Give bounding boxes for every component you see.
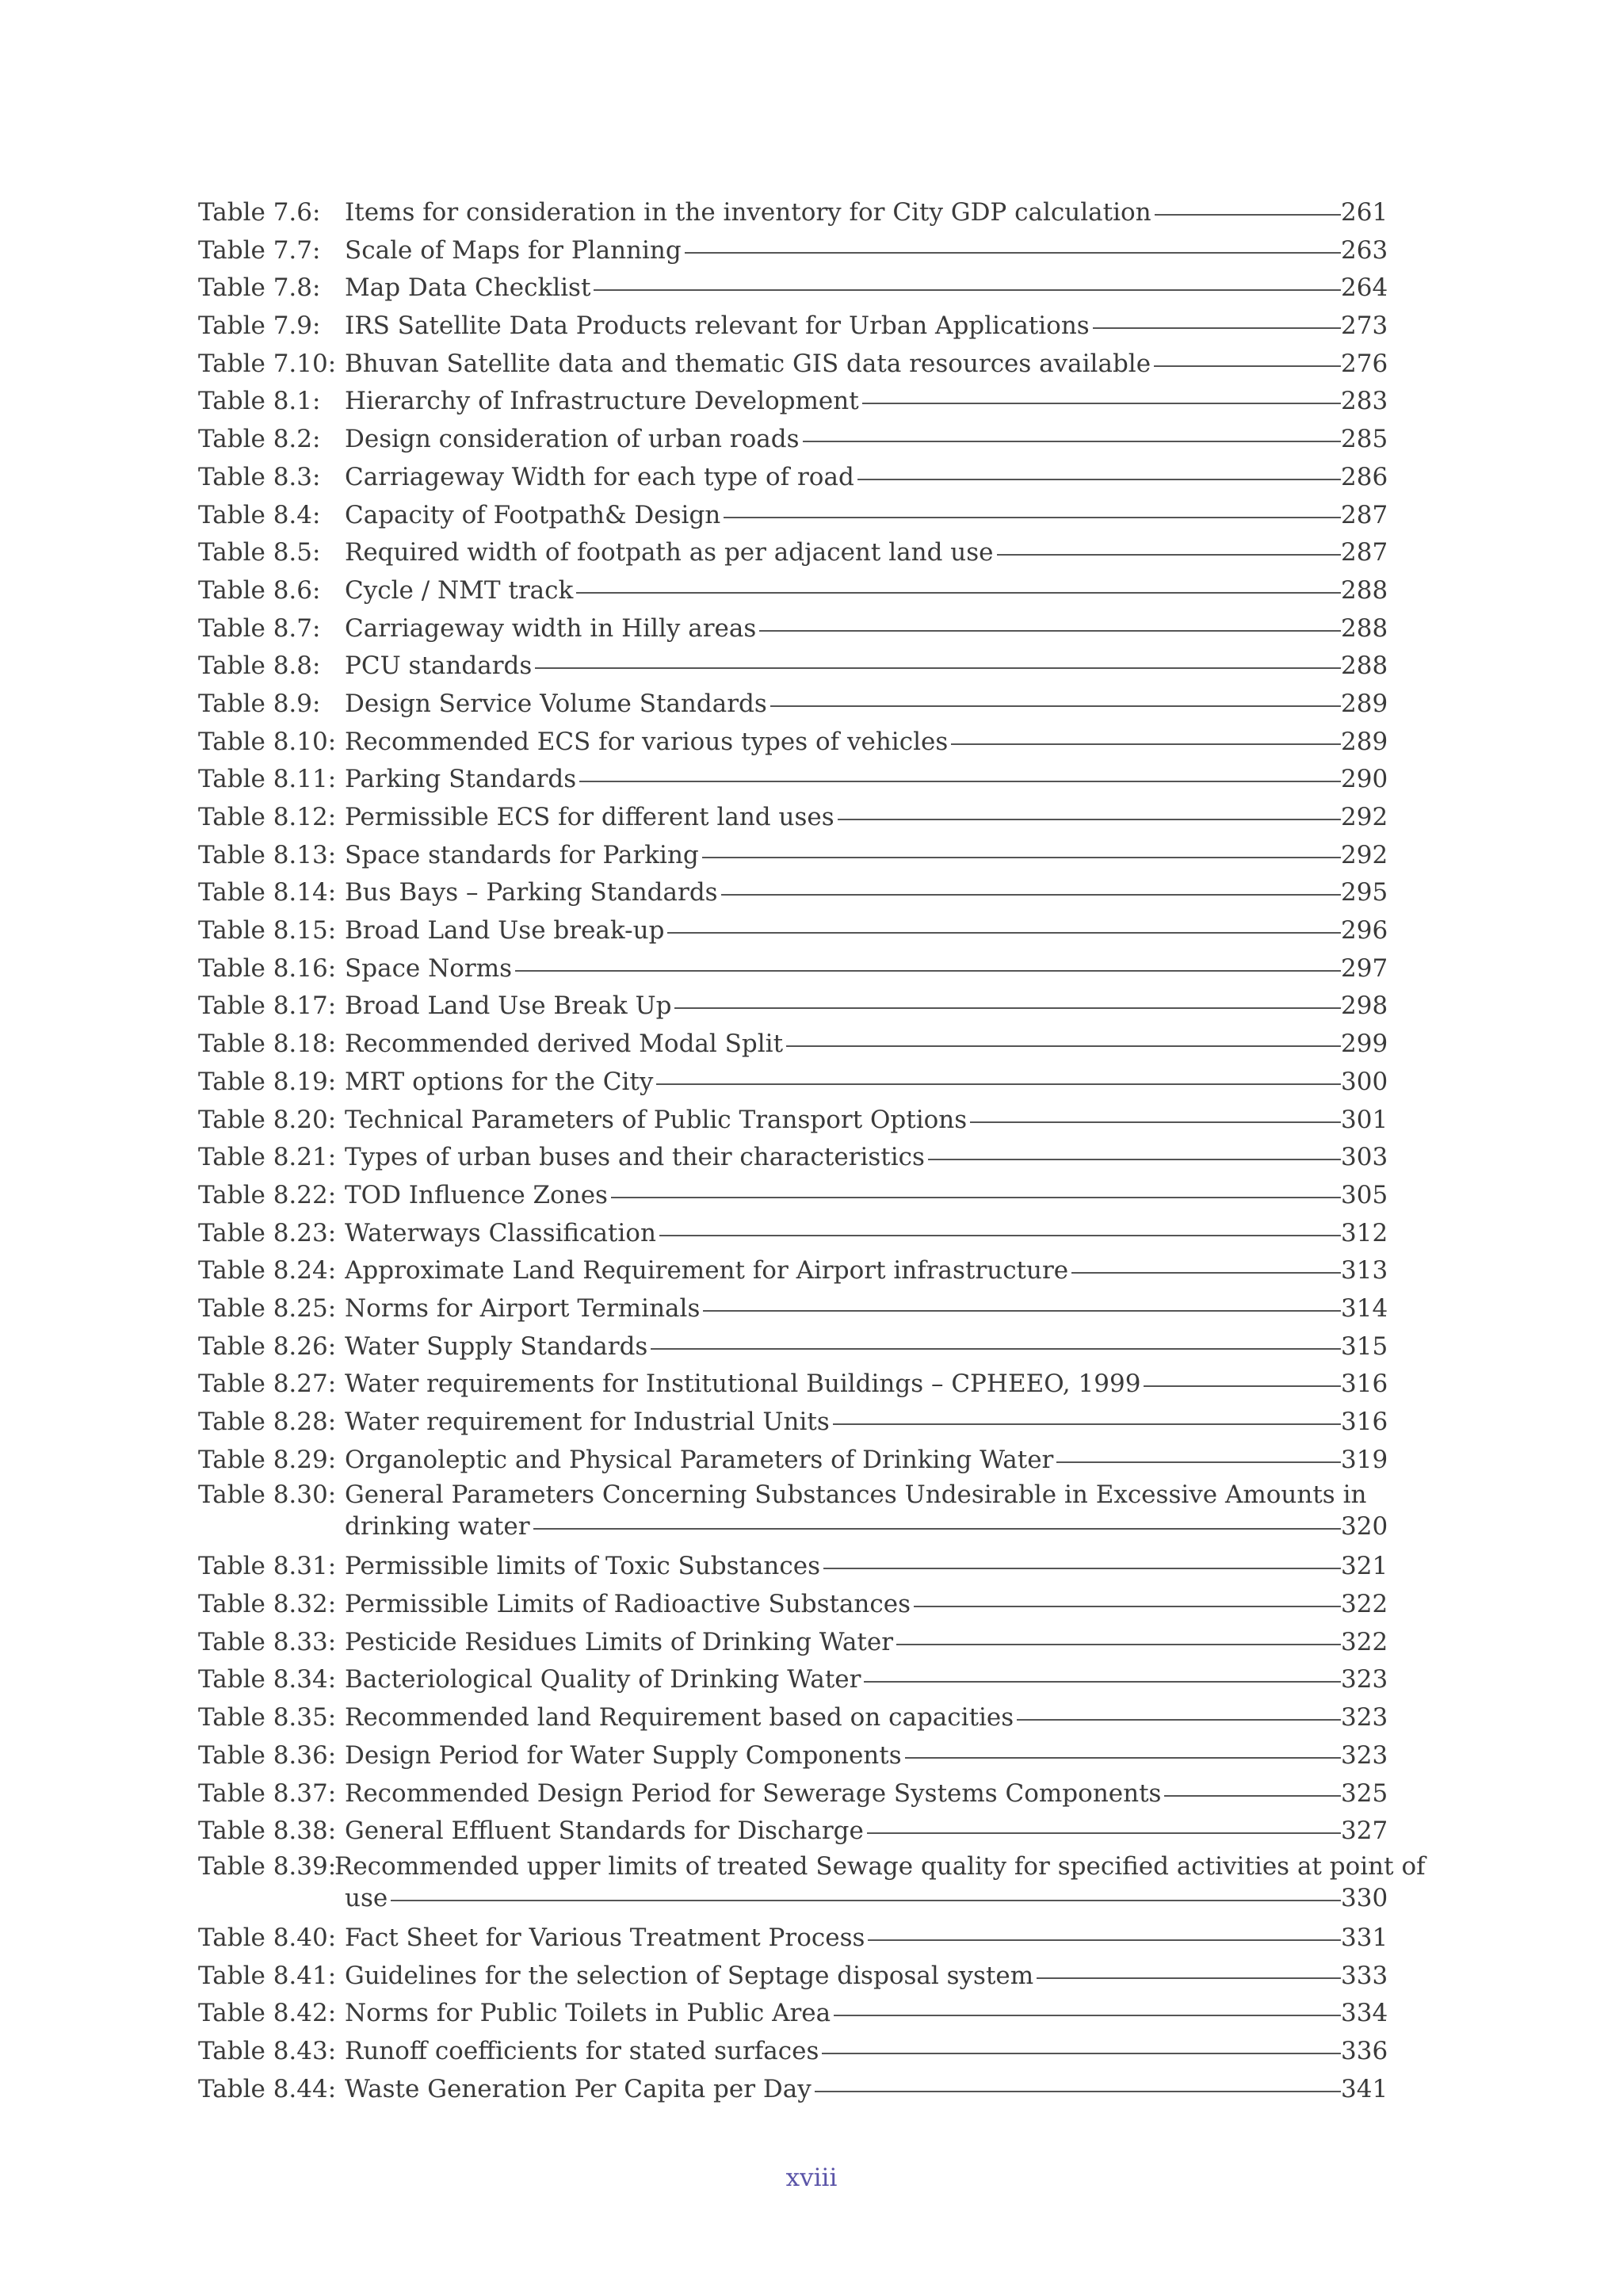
toc-entry[interactable] [198, 1958, 1387, 1996]
table-title: Fact Sheet for Various Treatment Process [345, 1923, 865, 1952]
toc-entry[interactable] [198, 988, 1387, 1026]
page-ref[interactable]: 285 [1341, 425, 1388, 454]
page-ref[interactable]: 295 [1341, 878, 1388, 907]
page-ref[interactable]: 325 [1341, 1778, 1388, 1808]
table-title: General Parameters Concerning Substances Undesirable in Excessive Amounts in [345, 1480, 1367, 1510]
table-number: Table 8.7: [198, 613, 321, 643]
table-title: Waterways Classification [345, 1218, 656, 1247]
toc-entry[interactable] [198, 1813, 1387, 1851]
toc-entry[interactable] [198, 2071, 1387, 2109]
table-number: Table 8.33: [198, 1627, 337, 1656]
page-ref[interactable]: 299 [1341, 1030, 1388, 1059]
table-title: Map Data Checklist [345, 273, 591, 303]
toc-entry[interactable] [198, 572, 1387, 610]
dot-leader [997, 554, 1342, 556]
page-ref[interactable]: 316 [1341, 1408, 1388, 1436]
table-title: Space standards for Parking [345, 840, 699, 869]
page-ref[interactable]: 286 [1341, 462, 1388, 491]
table-number: Table 8.17: [198, 991, 337, 1021]
table-number: Table 7.7: [198, 235, 321, 265]
dot-leader [896, 1644, 1341, 1645]
page-number: xviii [785, 2164, 838, 2192]
toc-entry[interactable] [198, 383, 1387, 421]
page-ref[interactable]: 276 [1341, 349, 1388, 378]
table-title: Recommended derived Modal Split [345, 1030, 784, 1059]
dot-leader [951, 743, 1341, 745]
table-title: Parking Standards [345, 765, 577, 794]
page-ref[interactable]: 261 [1341, 198, 1388, 227]
dot-leader [703, 1310, 1341, 1312]
table-number: Table 8.27: [198, 1370, 337, 1399]
dot-leader [1056, 1461, 1341, 1463]
dot-leader [815, 2091, 1341, 2092]
page-ref[interactable]: 327 [1341, 1817, 1388, 1846]
dot-leader [914, 1606, 1341, 1607]
dot-leader [1144, 1385, 1341, 1387]
dot-leader [759, 630, 1341, 632]
toc-entry[interactable] [198, 1177, 1387, 1215]
toc-entry[interactable] [198, 1290, 1387, 1328]
dot-leader [594, 289, 1341, 291]
dot-leader [770, 705, 1341, 707]
toc-entry[interactable] [198, 1139, 1387, 1177]
table-title: Recommended upper limits of treated Sewage quality for specified activities at point of [334, 1851, 1426, 1881]
table-title: Broad Land Use Break Up [345, 991, 672, 1021]
page-ref[interactable]: 288 [1341, 575, 1388, 605]
page-ref[interactable]: 321 [1341, 1552, 1388, 1581]
page-ref[interactable]: 323 [1341, 1703, 1388, 1733]
table-number: Table 8.13: [198, 840, 337, 869]
toc-entry[interactable] [198, 1328, 1387, 1366]
page-ref[interactable]: 292 [1341, 803, 1388, 831]
table-number: Table 8.19: [198, 1067, 337, 1096]
page-ref[interactable]: 330 [1341, 1883, 1388, 1912]
table-number: Table 8.18: [198, 1030, 337, 1059]
table-title: Design Period for Water Supply Components [345, 1740, 902, 1770]
table-title: Guidelines for the selection of Septage disposal system [345, 1961, 1034, 1990]
dot-leader [868, 1939, 1341, 1941]
toc-entry[interactable] [198, 2033, 1387, 2071]
table-number: Table 8.6: [198, 575, 321, 605]
page-ref[interactable]: 323 [1341, 1665, 1388, 1694]
page-ref[interactable]: 314 [1341, 1293, 1388, 1323]
table-number: Table 8.26: [198, 1331, 337, 1361]
toc-entry[interactable] [198, 1215, 1387, 1253]
toc-entry[interactable] [198, 1624, 1387, 1662]
page-ref[interactable]: 301 [1341, 1105, 1388, 1134]
dot-leader [822, 2053, 1341, 2054]
page-ref[interactable]: 333 [1341, 1961, 1388, 1990]
dot-leader [656, 1083, 1341, 1085]
table-title: Recommended land Requirement based on capacities [345, 1703, 1014, 1733]
page-ref[interactable]: 303 [1341, 1143, 1388, 1172]
toc-entry[interactable] [198, 1920, 1387, 1958]
toc-entry[interactable] [198, 761, 1387, 799]
page-ref[interactable]: 319 [1341, 1445, 1388, 1474]
toc-entry[interactable] [198, 497, 1387, 535]
table-number: Table 8.39: [198, 1851, 337, 1881]
table-title: Recommended ECS for various types of vehicles [345, 727, 949, 756]
table-title: Scale of Maps for Planning [345, 235, 682, 265]
table-title: Bus Bays – Parking Standards [345, 878, 718, 907]
table-number: Table 8.15: [198, 916, 337, 946]
table-number: Table 8.2: [198, 425, 321, 454]
page-ref[interactable]: 289 [1341, 727, 1388, 756]
toc-entry[interactable] [198, 724, 1387, 762]
page-ref[interactable]: 315 [1341, 1331, 1388, 1361]
dot-leader [905, 1757, 1341, 1759]
toc-entry[interactable] [198, 648, 1387, 686]
toc-entry[interactable] [198, 1661, 1387, 1699]
page-ref[interactable]: 312 [1341, 1218, 1388, 1247]
table-title: Water requirements for Institutional Buildings – CPHEEO, 1999 [345, 1370, 1141, 1399]
table-title: Cycle / NMT track [345, 575, 574, 605]
table-number: Table 8.40: [198, 1923, 337, 1952]
page-ref[interactable]: 313 [1341, 1256, 1388, 1286]
page-ref[interactable]: 305 [1341, 1180, 1388, 1209]
table-title: Required width of footpath as per adjacent land use [345, 538, 994, 567]
table-title: MRT options for the City [345, 1067, 654, 1096]
table-title: Permissible limits of Toxic Substances [345, 1552, 821, 1581]
table-number: Table 8.34: [198, 1665, 337, 1694]
table-number: Table 8.36: [198, 1740, 337, 1770]
page-ref[interactable]: 287 [1341, 538, 1388, 567]
dot-leader [579, 781, 1341, 782]
table-number: Table 7.10: [198, 349, 337, 378]
toc-entry[interactable] [198, 874, 1387, 912]
dot-leader [391, 1900, 1341, 1901]
table-number: Table 8.31: [198, 1552, 337, 1581]
page-ref[interactable]: 288 [1341, 613, 1388, 643]
table-number: Table 8.4: [198, 500, 321, 529]
table-title: Design consideration of urban roads [345, 425, 800, 454]
dot-leader [1071, 1272, 1341, 1274]
page-ref[interactable]: 273 [1341, 311, 1388, 341]
page-ref[interactable]: 323 [1341, 1740, 1388, 1770]
table-number: Table 8.28: [198, 1408, 337, 1436]
toc-entry[interactable] [198, 1102, 1387, 1140]
dot-leader [533, 1528, 1341, 1530]
table-title: Design Service Volume Standards [345, 689, 767, 718]
table-title: Space Norms [345, 953, 513, 983]
table-title: Norms for Airport Terminals [345, 1293, 701, 1323]
table-title: Bacteriological Quality of Drinking Water [345, 1665, 861, 1694]
dot-leader [1017, 1719, 1341, 1721]
toc-entry[interactable] [198, 1026, 1387, 1064]
dot-leader [864, 1681, 1341, 1683]
toc-entry[interactable] [198, 610, 1387, 648]
dot-leader [685, 252, 1341, 254]
table-title: Pesticide Residues Limits of Drinking Water [345, 1627, 894, 1656]
dot-leader [515, 970, 1341, 972]
table-number: Table 7.9: [198, 311, 321, 341]
toc-entry[interactable] [198, 1548, 1387, 1586]
table-title-continued: drinking water [345, 1512, 530, 1541]
dot-leader [862, 403, 1341, 404]
page-ref[interactable]: 287 [1341, 500, 1388, 529]
table-number: Table 8.23: [198, 1218, 337, 1247]
toc-entry[interactable] [198, 799, 1387, 837]
toc-entry[interactable] [198, 1586, 1387, 1624]
page-ref[interactable]: 292 [1341, 840, 1388, 869]
table-title: Permissible ECS for different land uses [345, 803, 834, 831]
toc-entry[interactable] [198, 1995, 1387, 2033]
page-ref[interactable]: 322 [1341, 1627, 1388, 1656]
table-number: Table 8.3: [198, 462, 321, 491]
toc-entry[interactable] [198, 912, 1387, 950]
page-ref[interactable]: 320 [1341, 1512, 1388, 1541]
dot-leader [702, 857, 1341, 858]
toc-entry[interactable] [198, 1737, 1387, 1775]
dot-leader [1164, 1795, 1341, 1797]
dot-leader [576, 592, 1341, 594]
dot-leader [857, 479, 1341, 480]
table-number: Table 8.42: [198, 1999, 337, 2028]
table-number: Table 8.29: [198, 1445, 337, 1474]
toc-entry[interactable] [198, 269, 1387, 308]
dot-leader [611, 1197, 1341, 1198]
table-title: Bhuvan Satellite data and thematic GIS data resources available [345, 349, 1151, 378]
table-number: Table 8.8: [198, 651, 321, 681]
table-title: TOD Influence Zones [345, 1180, 608, 1209]
toc-entry[interactable] [198, 1064, 1387, 1102]
table-number: Table 8.14: [198, 878, 337, 907]
page-ref[interactable]: 263 [1341, 235, 1388, 265]
table-number: Table 8.30: [198, 1480, 337, 1510]
toc-entry[interactable] [198, 534, 1387, 572]
page-ref[interactable]: 296 [1341, 916, 1388, 946]
dot-leader [786, 1045, 1341, 1047]
table-title: Technical Parameters of Public Transport Options [345, 1105, 968, 1134]
table-number: Table 8.32: [198, 1590, 337, 1619]
table-of-tables [198, 194, 1426, 2108]
dot-leader [833, 1423, 1341, 1425]
toc-entry[interactable] [198, 346, 1387, 384]
table-title: Recommended Design Period for Sewerage Systems Components [345, 1778, 1162, 1808]
table-number: Table 8.35: [198, 1703, 337, 1733]
table-title: Types of urban buses and their characteristics [345, 1143, 925, 1172]
page-ref[interactable]: 336 [1341, 2036, 1388, 2065]
table-title: Hierarchy of Infrastructure Development [345, 387, 859, 416]
table-number: Table 8.38: [198, 1817, 337, 1846]
table-number: Table 8.16: [198, 953, 337, 983]
table-title: General Effluent Standards for Discharge [345, 1817, 864, 1846]
table-number: Table 8.37: [198, 1778, 337, 1808]
table-number: Table 7.8: [198, 273, 321, 303]
page-ref[interactable]: 334 [1341, 1999, 1388, 2028]
page-ref[interactable]: 288 [1341, 651, 1388, 681]
table-title: Water requirement for Industrial Units [345, 1408, 830, 1436]
toc-entry[interactable] [198, 950, 1387, 988]
dot-leader [1154, 365, 1341, 367]
toc-entry[interactable] [198, 194, 1387, 232]
page-ref[interactable]: 316 [1341, 1370, 1388, 1399]
table-title: Items for consideration in the inventory for City GDP calculation [345, 198, 1151, 227]
dot-leader [651, 1348, 1341, 1350]
page-ref[interactable]: 289 [1341, 689, 1388, 718]
table-number: Table 8.9: [198, 689, 321, 718]
table-title: Organoleptic and Physical Parameters of Drinking Water [345, 1445, 1054, 1474]
dot-leader [867, 1832, 1341, 1834]
page-ref[interactable]: 283 [1341, 387, 1388, 416]
toc-entry[interactable] [198, 837, 1387, 875]
page-ref[interactable]: 322 [1341, 1590, 1388, 1619]
page-ref[interactable]: 298 [1341, 991, 1388, 1021]
toc-entry[interactable] [198, 1699, 1387, 1737]
page-ref[interactable]: 300 [1341, 1067, 1388, 1096]
dot-leader [724, 517, 1341, 518]
dot-leader [838, 819, 1341, 820]
toc-entry[interactable] [198, 308, 1387, 346]
table-title: Norms for Public Toilets in Public Area [345, 1999, 831, 2028]
dot-leader [721, 894, 1341, 896]
toc-entry[interactable] [198, 232, 1387, 270]
table-number: Table 8.11: [198, 765, 337, 794]
page-ref[interactable]: 264 [1341, 273, 1388, 303]
table-number: Table 7.6: [198, 198, 321, 227]
page-ref[interactable]: 290 [1341, 765, 1388, 794]
table-title: Capacity of Footpath& Design [345, 500, 721, 529]
toc-entry[interactable] [198, 1479, 1387, 1548]
table-number: Table 8.44: [198, 2074, 337, 2103]
page-ref[interactable]: 331 [1341, 1923, 1388, 1952]
dot-leader [535, 667, 1341, 669]
dot-leader [803, 441, 1342, 442]
table-number: Table 8.43: [198, 2036, 337, 2065]
table-number: Table 8.25: [198, 1293, 337, 1323]
dot-leader [659, 1235, 1341, 1236]
toc-entry[interactable] [198, 1366, 1387, 1404]
table-number: Table 8.20: [198, 1105, 337, 1134]
toc-entry[interactable] [198, 1851, 1426, 1920]
toc-entry[interactable] [198, 1404, 1387, 1442]
page-ref[interactable]: 341 [1341, 2074, 1388, 2103]
dot-leader [823, 1568, 1341, 1569]
table-title: Waste Generation Per Capita per Day [345, 2074, 812, 2103]
toc-entry[interactable] [198, 1442, 1387, 1480]
dot-leader [667, 932, 1341, 934]
table-title: IRS Satellite Data Products relevant for Urban Applications [345, 311, 1090, 341]
table-title: Water Supply Standards [345, 1331, 648, 1361]
table-title: Carriageway Width for each type of road [345, 462, 854, 491]
dot-leader [1093, 327, 1341, 329]
toc-entry[interactable] [198, 459, 1387, 497]
table-number: Table 8.22: [198, 1180, 337, 1209]
toc-entry[interactable] [198, 421, 1387, 459]
toc-entry[interactable] [198, 686, 1387, 724]
table-number: Table 8.1: [198, 387, 321, 416]
table-title: Carriageway width in Hilly areas [345, 613, 757, 643]
table-title: Runoff coefficients for stated surfaces [345, 2036, 819, 2065]
table-title: Broad Land Use break-up [345, 916, 665, 946]
table-title-continued: use [345, 1883, 388, 1912]
table-number: Table 8.12: [198, 803, 337, 831]
table-title: Permissible Limits of Radioactive Substances [345, 1590, 911, 1619]
table-number: Table 8.10: [198, 727, 337, 756]
table-title: Approximate Land Requirement for Airport infrastructure [345, 1256, 1069, 1286]
dot-leader [928, 1159, 1341, 1160]
dot-leader [674, 1007, 1341, 1009]
table-number: Table 8.5: [198, 538, 321, 567]
toc-entry[interactable] [198, 1252, 1387, 1290]
page-ref[interactable]: 297 [1341, 953, 1388, 983]
dot-leader [834, 2015, 1341, 2016]
dot-leader [970, 1121, 1341, 1123]
dot-leader [1155, 214, 1341, 216]
table-number: Table 8.41: [198, 1961, 337, 1990]
table-title: PCU standards [345, 651, 533, 681]
toc-entry[interactable] [198, 1775, 1387, 1813]
table-number: Table 8.21: [198, 1143, 337, 1172]
table-number: Table 8.24: [198, 1256, 337, 1286]
dot-leader [1037, 1977, 1341, 1979]
